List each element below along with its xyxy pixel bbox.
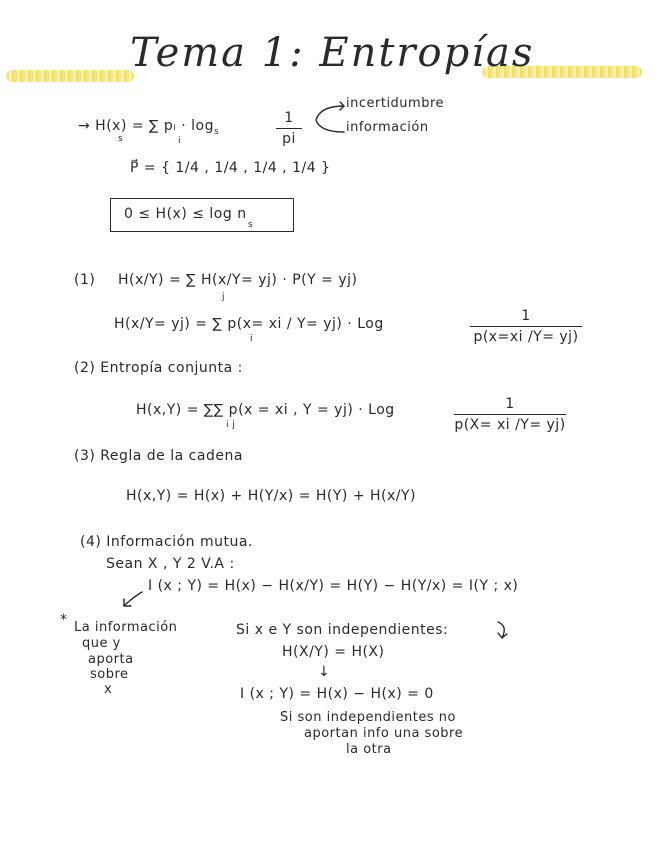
chain-rule: H(x,Y) = H(x) + H(Y/x) = H(Y) + H(x/Y) xyxy=(126,488,417,504)
probability-vector: P⃗ = { 1/4 , 1/4 , 1/4 , 1/4 } xyxy=(130,160,331,176)
joint-bar xyxy=(454,414,566,415)
fraction-numerator: 1 xyxy=(284,110,294,126)
curved-arrow-icon xyxy=(120,590,146,610)
independence-note-2: aportan info una sobre xyxy=(304,726,464,741)
page-title: Tema 1: Entropías xyxy=(130,30,535,76)
item4-label: (4) Información mutua. xyxy=(80,534,253,550)
independence-note-1: Si son independientes no xyxy=(280,710,456,725)
bound-sub-s: s xyxy=(248,220,254,230)
mutual-information: I (x ; Y) = H(x) − H(x/Y) = H(Y) − H(Y/x) = I(Y ; x) xyxy=(148,578,519,594)
random-variables: Sean X , Y 2 V.A : xyxy=(106,556,235,572)
sub-i-1: i xyxy=(250,334,254,344)
conditional-entropy-point: H(x/Y= yj) = ∑ p(x= xi / Y= yj) · Log xyxy=(114,316,384,332)
fraction-bar xyxy=(276,128,302,129)
item3-label: (3) Regla de la cadena xyxy=(74,448,243,464)
item1-label: (1) xyxy=(74,272,96,288)
joint-entropy: H(x,Y) = ∑∑ p(x = xi , Y = yj) · Log xyxy=(136,402,395,418)
side-note-line-4: sobre xyxy=(90,667,129,682)
sub-j: j xyxy=(222,292,226,302)
conditional-bar xyxy=(470,326,582,327)
conditional-entropy: H(x/Y) = ∑ H(x/Y= yj) · P(Y = yj) xyxy=(118,272,358,288)
mutual-information-zero: I (x ; Y) = H(x) − H(x) = 0 xyxy=(240,686,434,702)
entropy-formula xyxy=(78,118,219,137)
fraction-denominator: pi xyxy=(282,131,296,147)
independence-note-3: la otra xyxy=(346,742,392,757)
highlight-left xyxy=(6,70,134,82)
sub-i-sum: i xyxy=(178,136,182,146)
note-incertidumbre: incertidumbre xyxy=(346,96,445,111)
entropy-formula-text: → H(x) = ∑ pᵢ · log xyxy=(78,118,215,134)
conditional-denominator: p(x=xi /Y= yj) xyxy=(473,329,579,345)
log-base: s xyxy=(214,126,220,137)
entropy-bound xyxy=(124,206,247,222)
turn-arrow-icon xyxy=(494,620,512,642)
note-informacion: información xyxy=(346,120,429,135)
independence-result: H(X/Y) = H(X) xyxy=(282,644,385,660)
independence-condition: Si x e Y son independientes: xyxy=(236,622,449,638)
down-arrow-icon: ↓ xyxy=(318,664,331,680)
side-note-line-2: que y xyxy=(82,636,121,651)
side-note-line-5: x xyxy=(104,682,113,697)
sub-s-h: s xyxy=(118,134,124,144)
side-note-line-1: La información xyxy=(74,620,178,635)
item2-label: (2) Entropía conjunta : xyxy=(74,360,243,376)
entropy-fraction xyxy=(276,110,302,147)
joint-numerator: 1 xyxy=(505,396,515,412)
bracket-arrow-icon xyxy=(310,102,350,136)
conditional-fraction xyxy=(470,308,582,345)
side-note-line-3: aporta xyxy=(88,652,134,667)
side-note-star: * xyxy=(60,612,68,628)
sub-ij: i j xyxy=(226,420,236,430)
joint-fraction xyxy=(454,396,566,433)
conditional-numerator: 1 xyxy=(521,308,531,324)
entropy-bound-text: 0 ≤ H(x) ≤ log n xyxy=(124,206,247,222)
joint-denominator: p(X= xi /Y= yj) xyxy=(454,417,566,433)
